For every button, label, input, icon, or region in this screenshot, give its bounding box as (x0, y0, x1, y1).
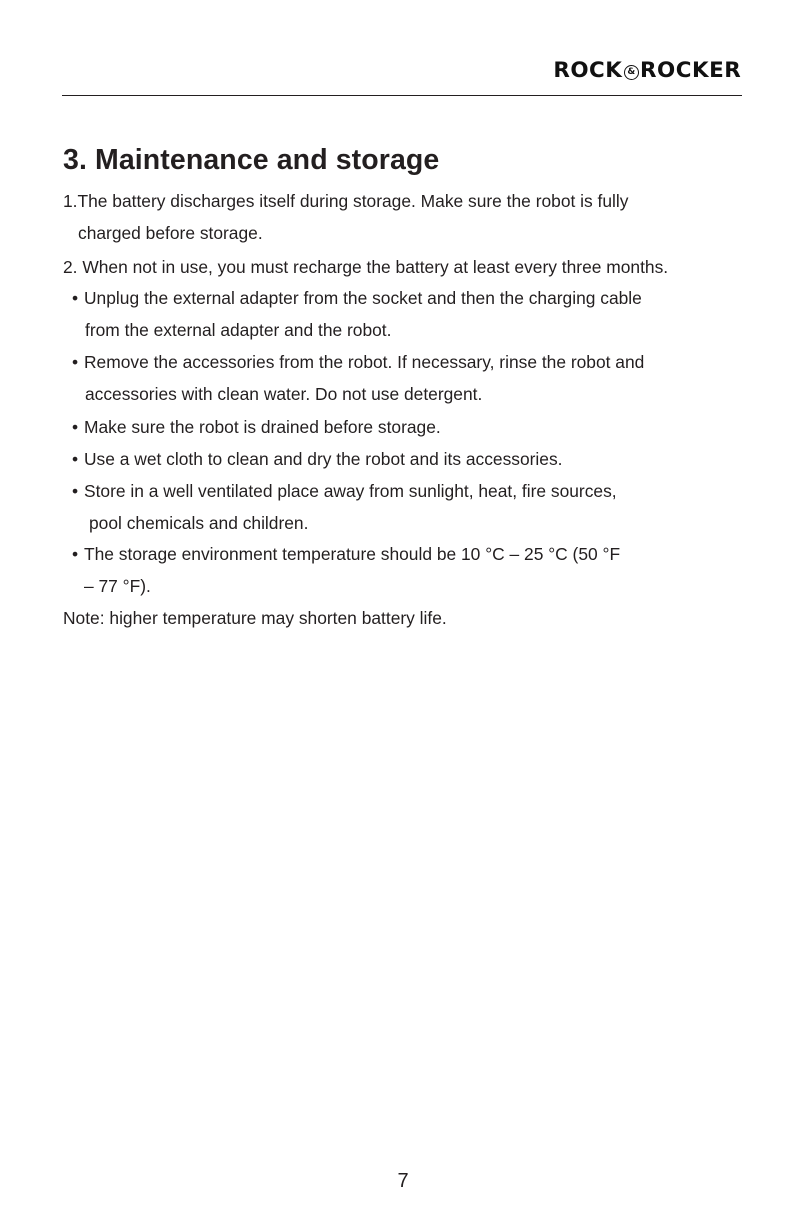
bullet-text: Make sure the robot is drained before storage. (84, 417, 441, 437)
bullet-item-remove-cont: accessories with clean water. Do not use detergent. (85, 384, 483, 404)
note-text: Note: higher temperature may shorten battery life. (63, 608, 447, 628)
section-title: 3. Maintenance and storage (63, 144, 440, 176)
bullet-item-temperature-cont: – 77 °F). (84, 576, 151, 596)
bullet-mark: • (72, 481, 79, 501)
brand-logo-ampersand: & (624, 65, 639, 80)
bullet-item-store (72, 480, 617, 502)
item1-line2: charged before storage. (78, 223, 263, 243)
bullet-item-unplug (72, 287, 642, 309)
header-divider (62, 95, 742, 96)
bullet-text: Unplug the external adapter from the socket and then the charging cable (84, 288, 642, 308)
bullet-item-unplug-cont: from the external adapter and the robot. (85, 320, 392, 340)
brand-logo-left: ROCK (553, 58, 623, 82)
bullet-text: Store in a well ventilated place away from sunlight, heat, fire sources, (84, 481, 617, 501)
brand-logo (554, 58, 740, 82)
bullet-item-temperature (72, 543, 620, 565)
bullet-text: The storage environment temperature should be 10 °C – 25 °C (50 °F (84, 544, 621, 564)
bullet-item-store-cont: pool chemicals and children. (89, 513, 309, 533)
bullet-text: Remove the accessories from the robot. If necessary, rinse the robot and (84, 352, 645, 372)
bullet-item-wet-cloth (72, 448, 563, 470)
bullet-mark: • (72, 288, 79, 308)
bullet-item-remove (72, 351, 644, 373)
item2-line1: 2. When not in use, you must recharge the battery at least every three months. (63, 257, 669, 277)
bullet-mark: • (72, 449, 79, 469)
brand-logo-right: ROCKER (639, 58, 741, 82)
item1-line1: 1.The battery discharges itself during storage. Make sure the robot is fully (63, 191, 629, 211)
bullet-text: Use a wet cloth to clean and dry the robot and its accessories. (84, 449, 563, 469)
bullet-mark: • (72, 352, 79, 372)
bullet-mark: • (72, 417, 79, 437)
bullet-item-drained (72, 416, 441, 438)
bullet-mark: • (72, 544, 79, 564)
page-number: 7 (397, 1170, 409, 1192)
